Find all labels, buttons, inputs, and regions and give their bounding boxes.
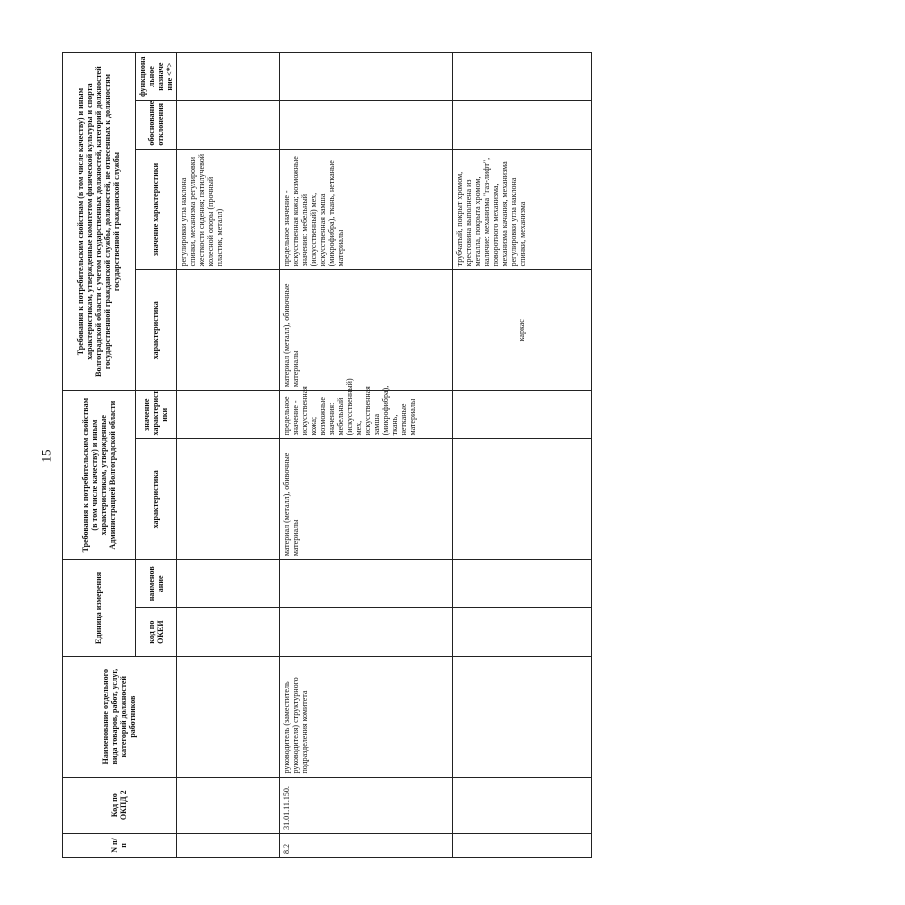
cell-unit-name [452, 560, 591, 608]
cell-okpd [176, 777, 279, 833]
cell-justification [279, 101, 452, 149]
cell-unit-code [279, 608, 452, 656]
cell-admin-value [452, 391, 591, 439]
cell-justification [452, 101, 591, 149]
header-unit-name: наименов ание [135, 560, 176, 608]
header-num: N п/п [63, 833, 177, 857]
cell-functional-purpose [279, 53, 452, 101]
header-justification: обоснование отклонения [135, 101, 176, 149]
cell-functional-purpose [452, 53, 591, 101]
header-committee-characteristic: характеристика [135, 270, 176, 391]
page-number: 15 [38, 449, 54, 463]
header-unit: Единица измерения [63, 560, 136, 657]
cell-okpd: 31.01.11.150. [279, 777, 452, 833]
cell-unit-name [176, 560, 279, 608]
cell-unit-code [452, 608, 591, 656]
cell-okpd [452, 777, 591, 833]
cell-committee-value: предельное значение - искусственная кожа; возможные значения: мебельный (искусственный) мех, искусственная замша (микрофибра), ткань, нетканые материалы [279, 149, 452, 270]
requirements-table [62, 52, 592, 858]
cell-justification [176, 101, 279, 149]
cell-functional-purpose [176, 53, 279, 101]
header-admin-value: значение характерист ики [135, 391, 176, 439]
cell-name: руководитель (заместитель руководителя) структурного подразделения комитета [279, 656, 452, 777]
table-row [176, 53, 279, 858]
cell-committee-characteristic: каркас [452, 270, 591, 391]
header-committee-value: значение характеристики [135, 149, 176, 270]
header-functional-purpose: функциона льное назначе ние <*> [135, 53, 176, 101]
table-row [279, 53, 452, 858]
cell-name [452, 656, 591, 777]
header-unit-code: код по ОКЕИ [135, 608, 176, 656]
cell-committee-characteristic [176, 270, 279, 391]
cell-committee-value: трубчатый, покрыт хромом, крестовина выполнена из металла, покрыта хромом, наличие: механизма "газ-лифт", поворотного механизма, механизма качания, механизма регулировки угла наклона спинки, механизма [452, 149, 591, 270]
cell-name [176, 656, 279, 777]
cell-admin-characteristic: материал (металл), обивочные материалы [279, 439, 452, 560]
header-name: Наименование отдельного вида товаров, работ, услуг, категорий должностей работников [63, 656, 177, 777]
header-admin-requirements: Требования к потребительским свойствам (в том числе качеству) и иным характеристикам, утвержденные Администрацией Волгоградской области [63, 391, 136, 560]
table-row [452, 53, 591, 858]
header-committee-requirements: Требования к потребительским свойствам (в том числе качеству) и иным характеристикам, утвержденные комитетом физической культуры и спорта Волгоградской области с учетом государственных должностей, категорий должностей государственной гражданской службы, должностей, не отнесенных к должностям государственной гражданской службы [63, 53, 136, 391]
cell-committee-characteristic: материал (металл), обивочные материалы [279, 270, 452, 391]
cell-admin-value: предельное значение - искусственная кожа; возможные значения: мебельный (искусственный) мех, искусственная замша (микрофибра), ткань, нетканые материалы [279, 391, 452, 439]
cell-admin-value [176, 391, 279, 439]
cell-admin-characteristic [176, 439, 279, 560]
header-admin-characteristic: характеристика [135, 439, 176, 560]
cell-num: 8.2 [279, 833, 452, 857]
cell-committee-value: регулировки угла наклона спинки, механизма регулировки жесткости сидения; пятилучевой колесной опоры (прочный пластик, металл) [176, 149, 279, 270]
header-okpd: Код по ОКПД 2 [63, 777, 177, 833]
cell-unit-code [176, 608, 279, 656]
cell-num [452, 833, 591, 857]
cell-unit-name [279, 560, 452, 608]
cell-admin-characteristic [452, 439, 591, 560]
cell-num [176, 833, 279, 857]
